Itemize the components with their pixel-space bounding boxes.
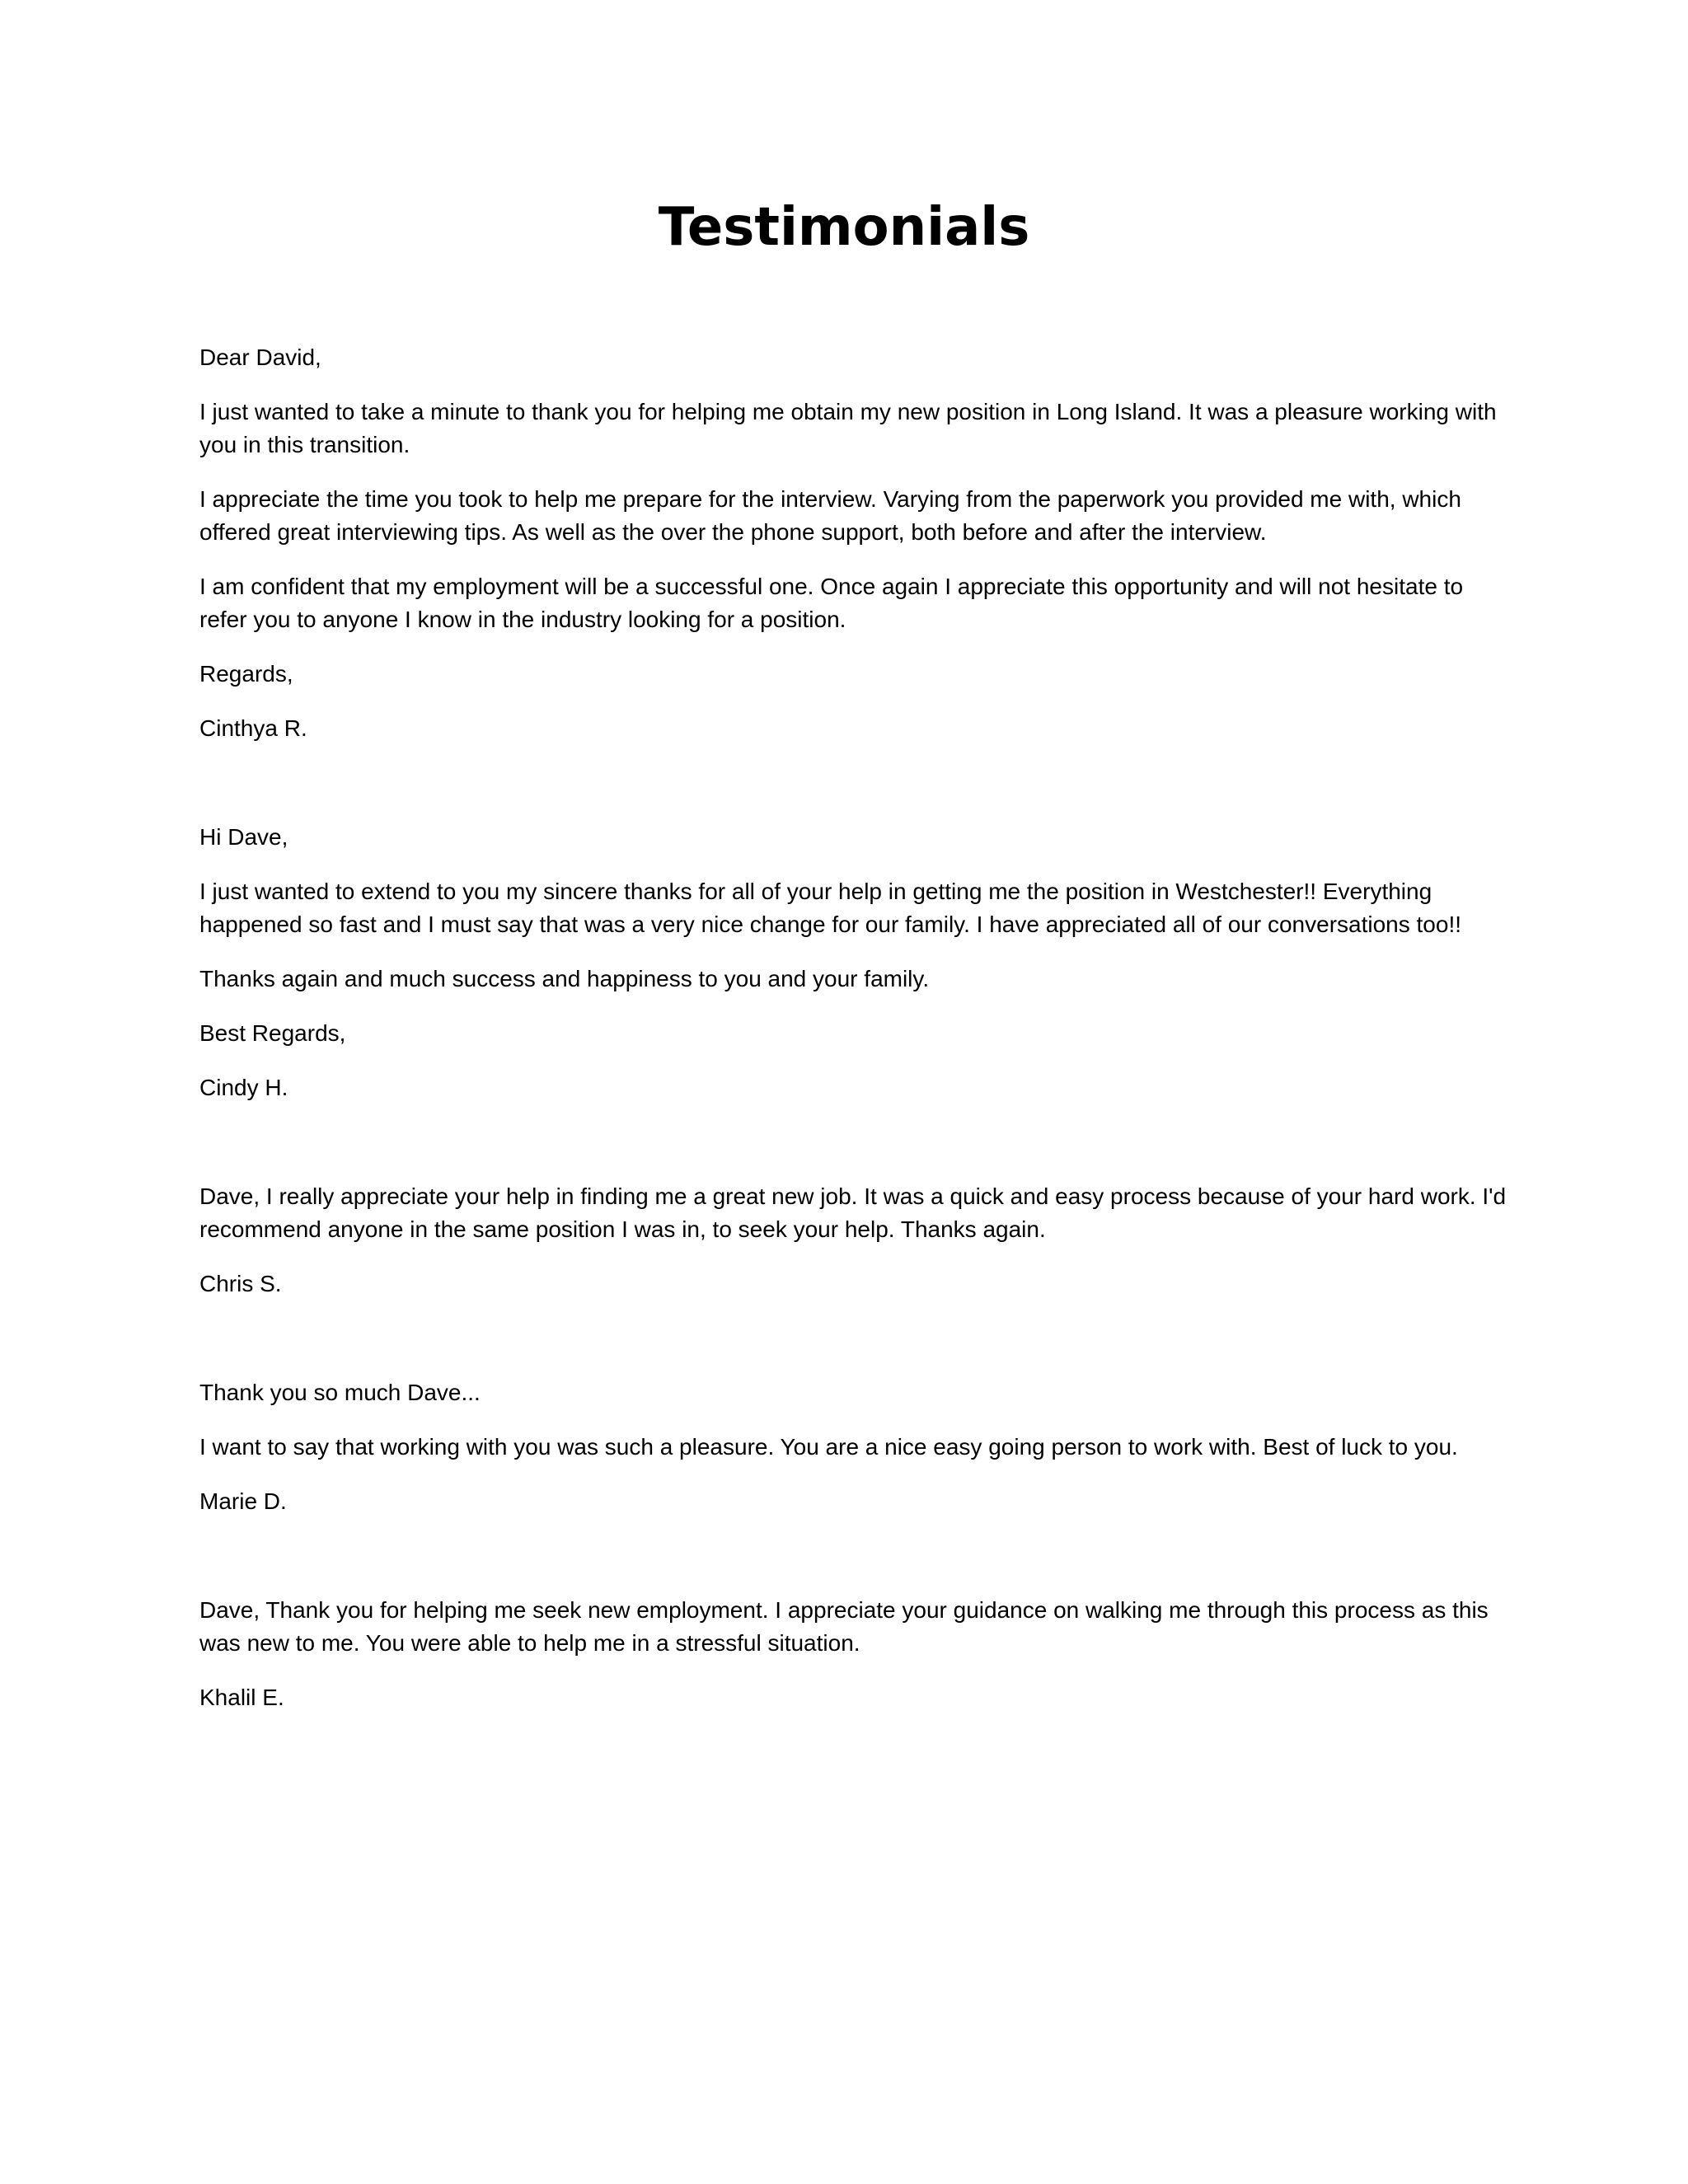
signature-name: Khalil E. [199, 1685, 284, 1710]
testimonial-3 [199, 1180, 1510, 1301]
signature-name: Chris S. [199, 1271, 282, 1296]
testimonial-paragraph: Thanks again and much success and happiness to you and your family. [199, 966, 930, 991]
testimonial-1 [199, 341, 1510, 745]
testimonials-body [199, 341, 1510, 1736]
testimonial-paragraph: I want to say that working with you was such a pleasure. You are a nice easy going person to work with. Best of luck to you. [199, 1434, 1458, 1460]
signature-name: Marie D. [199, 1488, 287, 1514]
section-spacer [199, 766, 1510, 821]
testimonial-paragraph: I just wanted to extend to you my sincere thanks for all of your help in getting me the position in Westchester!! Everything happened so fast and I must say that was a very nice change for our family. I have appreciated all of our conversations too!! [199, 879, 1462, 937]
closing: Regards, [199, 661, 293, 687]
salutation: Dear David, [199, 344, 321, 370]
signature-name: Cinthya R. [199, 715, 307, 741]
testimonial-paragraph: Dave, I really appreciate your help in finding me a great new job. It was a quick and easy process because of your hard work. I'd recommend anyone in the same position I was in, to seek your help. Thanks again. [199, 1183, 1507, 1242]
testimonial-paragraph: I am confident that my employment will be a successful one. Once again I appreciate this opportunity and will not hesitate to refer you to anyone I know in the industry looking for a position. [199, 574, 1464, 632]
testimonial-2 [199, 821, 1510, 1104]
page-title: Testimonials [658, 197, 1030, 258]
salutation: Thank you so much Dave... [199, 1380, 481, 1405]
closing: Best Regards, [199, 1020, 346, 1046]
section-spacer [199, 1540, 1510, 1594]
salutation: Hi Dave, [199, 824, 288, 850]
testimonial-paragraph: Dave, Thank you for helping me seek new employment. I appreciate your guidance on walking me through this process as this was new to me. You were able to help me in a stressful situation. [199, 1597, 1489, 1656]
testimonial-paragraph: I appreciate the time you took to help me prepare for the interview. Varying from the paperwork you provided me with, which offered great interviewing tips. As well as the over the phone support, both before and after the interview. [199, 486, 1461, 545]
testimonial-5 [199, 1594, 1510, 1714]
signature-name: Cindy H. [199, 1075, 288, 1100]
testimonial-paragraph: I just wanted to take a minute to thank you for helping me obtain my new position in Long Island. It was a pleasure working with you in this transition. [199, 399, 1497, 457]
section-spacer [199, 1126, 1510, 1180]
section-spacer [199, 1322, 1510, 1376]
testimonial-4 [199, 1376, 1510, 1518]
